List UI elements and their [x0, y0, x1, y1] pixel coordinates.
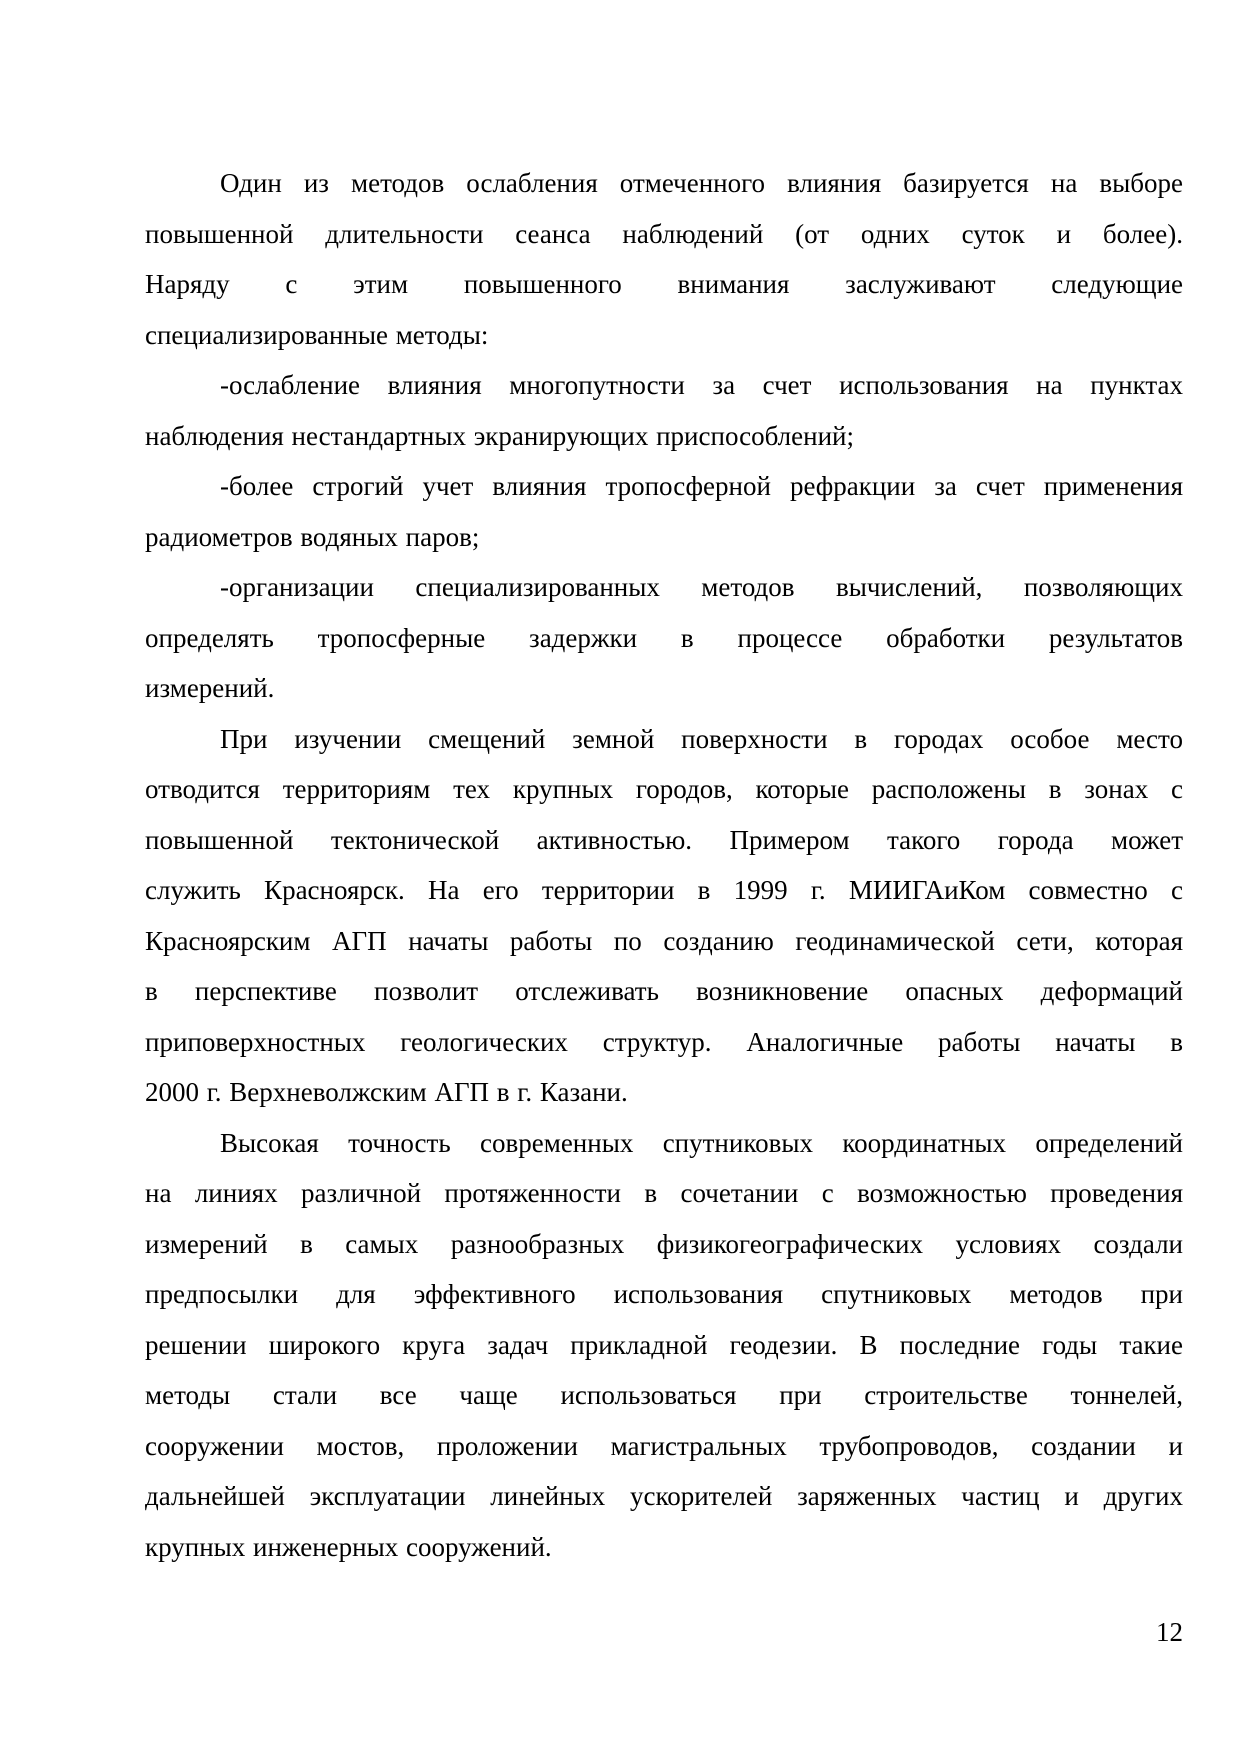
text-line: Высокая точность современных спутниковых координатных определений — [220, 1127, 1183, 1158]
text-line: -организации специализированных методов вычислений, позволяющих — [220, 572, 1183, 602]
paragraph — [145, 562, 1183, 714]
text-line: радиометров водяных паров; — [145, 521, 480, 552]
text-line: повышенной тектонической активностью. Примером такого города может — [145, 824, 1183, 855]
document-body — [145, 158, 1183, 1572]
text-line: определять тропосферные задержки в процессе обработки результатов — [145, 622, 1183, 653]
text-line: измерений в самых разнообразных физикогеографических условиях создали — [145, 1228, 1183, 1259]
text-line: предпосылки для эффективного использования спутниковых методов при — [145, 1279, 1183, 1309]
text-line: в перспективе позволит отслеживать возникновение опасных деформаций — [145, 976, 1183, 1006]
text-line: сооружении мостов, проложении магистральных трубопроводов, создании и — [145, 1430, 1183, 1461]
text-line: методы стали все чаще использоваться при строительстве тоннелей, — [145, 1380, 1183, 1410]
text-line: -ослабление влияния многопутности за счет использования на пунктах — [220, 370, 1183, 400]
text-line: решении широкого круга задач прикладной геодезии. В последние годы такие — [145, 1329, 1183, 1360]
text-line: служить Красноярск. На его территории в 1999 г. МИИГАиКом совместно с — [145, 875, 1183, 905]
text-line: измерений. — [145, 673, 275, 703]
text-line: специализированные методы: — [145, 319, 489, 350]
paragraph — [145, 158, 1183, 360]
text-line: дальнейшей эксплуатации линейных ускорителей заряженных частиц и других — [145, 1481, 1183, 1511]
text-line: -более строгий учет влияния тропосферной рефракции за счет применения — [220, 471, 1183, 501]
page-number: 12 — [1156, 1617, 1183, 1647]
text-line: Красноярским АГП начаты работы по созданию геодинамической сети, которая — [145, 925, 1183, 956]
text-line: повышенной длительности сеанса наблюдений (от одних суток и более). — [145, 218, 1183, 249]
text-line: Один из методов ослабления отмеченного влияния базируется на выборе — [220, 168, 1183, 198]
text-line: При изучении смещений земной поверхности в городах особое место — [220, 723, 1183, 754]
text-line: приповерхностных геологических структур. Аналогичные работы начаты в — [145, 1026, 1183, 1057]
paragraph — [145, 1118, 1183, 1573]
text-line: Наряду с этим повышенного внимания заслуживают следующие — [145, 269, 1183, 299]
paragraph — [145, 461, 1183, 562]
paragraph — [145, 714, 1183, 1118]
text-line: наблюдения нестандартных экранирующих приспособлений; — [145, 420, 854, 451]
paragraph — [145, 360, 1183, 461]
text-line: на линиях различной протяженности в сочетании с возможностью проведения — [145, 1178, 1183, 1208]
text-line: 2000 г. Верхневолжским АГП в г. Казани. — [145, 1077, 628, 1107]
text-line: крупных инженерных сооружений. — [145, 1531, 552, 1562]
text-line: отводится территориям тех крупных городов, которые расположены в зонах с — [145, 774, 1183, 804]
